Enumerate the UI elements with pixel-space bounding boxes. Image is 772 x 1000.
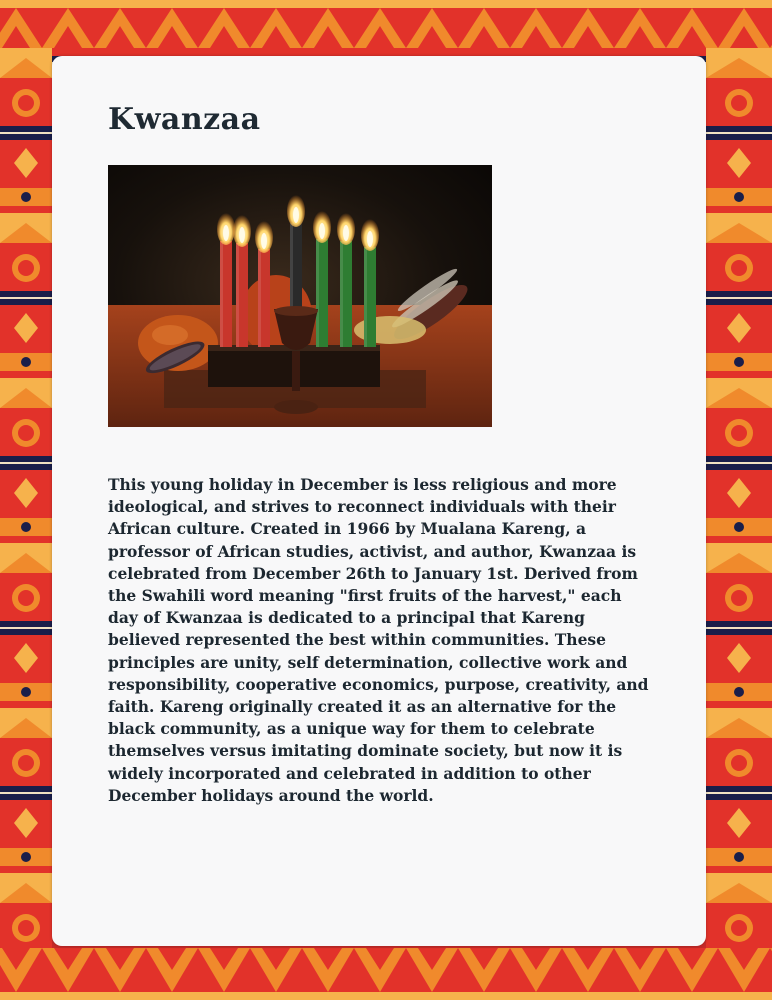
article-body: This young holiday in December is less religious and more ideological, and strives to reconnect individuals with their African culture. Created in 1966 by Mualana Kareng, a professor of African studies, activist, and author, Kwanzaa is celebrated from December 26th to January 1st. Derived from the Swahili word meaning "first fruits of the harvest," each day of Kwanzaa is dedicated to a principal that Kareng believed represented the best within communities. These principles are unity, self determination, collective work and responsibility, cooperative economics, purpose, creativity, and faith. Kareng originally created it as an alternative for the black community, as a unique way for them to celebrate themselves versus imitating dominate society, but now it is widely incorporated and celebrated in addition to other December holidays around the world.	[108, 475, 649, 805]
kinara-candles-photo	[108, 165, 492, 427]
border-top-pattern	[0, 0, 772, 48]
border-bottom-pattern	[0, 948, 772, 1000]
page-title: Kwanzaa	[108, 102, 261, 137]
border-left-pattern	[0, 48, 52, 948]
content-card	[52, 56, 706, 946]
border-right-pattern	[706, 48, 772, 948]
